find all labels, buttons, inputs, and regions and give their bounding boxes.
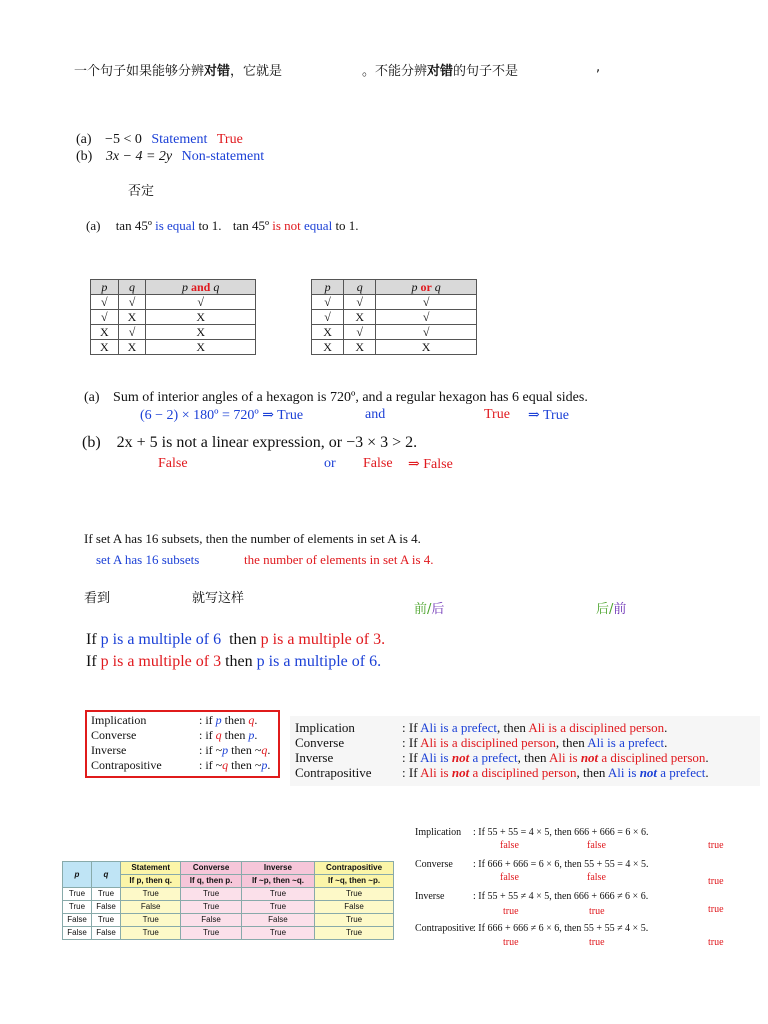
text: p (261, 758, 268, 772)
cell: True (315, 914, 394, 927)
compound-a-true: True (484, 407, 510, 422)
table-row (312, 295, 477, 310)
text: If (86, 653, 97, 670)
negation-example (86, 218, 359, 234)
expression: −5 < 0 (105, 132, 142, 147)
compound-b-result: ⇒ False (408, 457, 453, 472)
cell: X (146, 325, 256, 340)
text: p is a multiple of 6 (100, 631, 222, 648)
num-tv: false (500, 840, 519, 851)
text: Ali is a prefect (420, 720, 497, 735)
ali-name: Converse (295, 735, 345, 750)
example-b (76, 149, 264, 165)
forms-row (91, 743, 126, 758)
text: q (261, 743, 268, 757)
conditional-consequent: the number of elements in set A is 4. (244, 552, 434, 567)
text: Ali is a prefect (587, 735, 665, 750)
text: : If (402, 720, 418, 735)
cell: √ (118, 325, 146, 340)
cell: √ (118, 295, 146, 310)
text: , then (517, 750, 547, 765)
num-name: Implication (415, 827, 462, 838)
col-p: p (63, 862, 92, 888)
cell: X (344, 340, 376, 355)
text: a disciplined person (472, 765, 577, 780)
item-label: (a) (76, 132, 92, 147)
cell: True (92, 914, 121, 927)
form-name: Converse (91, 728, 137, 742)
intro-text: 。不能分辨 (362, 64, 428, 79)
text: then ~ (231, 743, 262, 757)
cell: X (376, 340, 477, 355)
text: tan 45º (115, 218, 152, 233)
col-statement: Statement (121, 862, 181, 875)
form-name: Implication (91, 713, 147, 727)
text: : if (199, 713, 213, 727)
col-q: q (92, 862, 121, 888)
forms-row-def (199, 728, 257, 743)
ali-name: Contrapositive (295, 765, 372, 780)
cell: False (181, 914, 241, 927)
cell: X (91, 340, 119, 355)
text: then (225, 653, 253, 670)
cell: True (121, 914, 181, 927)
text: p is a multiple of 6. (256, 653, 382, 670)
col-p: p (312, 280, 344, 295)
compound-b-or: or (324, 456, 336, 471)
num-tv: true (503, 906, 519, 917)
text: , then (496, 720, 526, 735)
text: not (580, 750, 599, 765)
ali-row (402, 735, 667, 751)
example-a (76, 132, 243, 148)
text: . (254, 713, 258, 727)
table-row (91, 340, 256, 355)
cell: True (315, 888, 394, 901)
cell: True (315, 927, 394, 940)
text: 前 (414, 602, 428, 617)
text: and (190, 280, 211, 294)
cell: True (241, 927, 314, 940)
text: 前 (613, 602, 627, 617)
text: . (267, 743, 271, 757)
num-name: Converse (415, 859, 453, 870)
cell: √ (376, 310, 477, 325)
text: . (705, 750, 709, 765)
cell: X (312, 325, 344, 340)
text: is equal (155, 218, 196, 233)
num-text: : If 55 + 55 ≠ 4 × 5, then 666 + 666 ≠ 6 × 6. (473, 891, 649, 902)
and-truth-table (90, 279, 256, 355)
cell: √ (146, 295, 256, 310)
cell: False (92, 927, 121, 940)
write-label: 就写这样 (192, 591, 245, 606)
text: . (705, 765, 709, 780)
text: p (222, 743, 229, 757)
text: not (639, 765, 658, 780)
text: 后 (596, 602, 610, 617)
text: / (427, 602, 432, 617)
cell: √ (91, 295, 119, 310)
num-text: : If 666 + 666 = 6 × 6, then 55 + 55 = 4 × 5. (473, 859, 649, 870)
text: p is a multiple of 3. (260, 631, 386, 648)
negation-heading: 否定 (128, 184, 155, 199)
ali-row (402, 720, 667, 736)
text: p (181, 280, 188, 294)
table-row (312, 310, 477, 325)
conditional-antecedent: set A has 16 subsets (96, 552, 200, 567)
table-row (312, 340, 477, 355)
text: a disciplined person (601, 750, 706, 765)
num-tv: true (708, 876, 724, 887)
see-label: 看到 (84, 591, 111, 606)
text: : If (402, 750, 418, 765)
col-q: q (118, 280, 146, 295)
text: . (664, 735, 668, 750)
front-back-2 (596, 598, 626, 617)
col-contrapositive: Contrapositive (315, 862, 394, 875)
cell: False (63, 927, 92, 940)
text: q (222, 758, 229, 772)
num-tv: true (589, 937, 605, 948)
truth-value: True (216, 132, 243, 147)
text: 后 (431, 602, 445, 617)
front-back-1 (414, 598, 444, 617)
item-label: (b) (76, 149, 93, 164)
compound-a-result: ⇒ True (528, 408, 569, 423)
text: : if ~ (199, 758, 223, 772)
num-name: Inverse (415, 891, 445, 902)
cell: √ (376, 325, 477, 340)
col-inverse: Inverse (241, 862, 314, 875)
table-row (63, 914, 394, 927)
text: Ali is (607, 765, 637, 780)
cell: X (344, 310, 376, 325)
text: q (434, 280, 441, 294)
compound-b-false1: False (158, 456, 188, 471)
num-tv: false (587, 840, 606, 851)
text: Ali is a disciplined person (420, 735, 556, 750)
text: . (254, 728, 258, 742)
cell: √ (376, 295, 477, 310)
forms-row-def (199, 743, 270, 758)
text: then (224, 713, 246, 727)
cell: True (181, 927, 241, 940)
num-tv: false (587, 872, 606, 883)
item-label: (a) (86, 218, 101, 233)
cell: √ (312, 310, 344, 325)
text: tan 45º (232, 218, 269, 233)
conditional-line-2 (86, 653, 381, 671)
num-tv: true (589, 906, 605, 917)
cell: False (92, 901, 121, 914)
text: q (213, 280, 220, 294)
text: q (215, 728, 222, 742)
form-name: Contrapositive (91, 758, 162, 772)
intro-line (74, 60, 282, 79)
text: is not (272, 218, 301, 233)
text: : if (199, 728, 213, 742)
col-def: If p, then q. (121, 875, 181, 888)
text: then ~ (231, 758, 262, 772)
col-q: q (344, 280, 376, 295)
forms-row-def (199, 758, 270, 773)
text: p (248, 728, 255, 742)
ali-name: Implication (295, 720, 355, 735)
num-name: Contrapositive (415, 923, 474, 934)
text: Ali is (549, 750, 578, 765)
intro-bold: 对错 (427, 64, 454, 79)
text: 2x + 5 is not a linear expression, or −3 × 3 > 2. (116, 434, 418, 451)
text: a prefect (660, 765, 706, 780)
forms-row-def (199, 713, 257, 728)
forms-row (91, 713, 146, 728)
cell: False (241, 914, 314, 927)
text: p (411, 280, 418, 294)
cell: True (121, 927, 181, 940)
num-tv: true (708, 937, 724, 948)
cell: True (121, 888, 181, 901)
text: not (451, 750, 470, 765)
intro-bold: 对错 (204, 64, 231, 79)
item-label: (b) (82, 434, 101, 451)
compound-b (82, 434, 417, 452)
num-tv: true (708, 904, 724, 915)
cell: False (63, 914, 92, 927)
cell: √ (312, 295, 344, 310)
col-def: If ~p, then ~q. (241, 875, 314, 888)
compound-a (84, 390, 588, 406)
cell: √ (344, 295, 376, 310)
num-tv: true (708, 840, 724, 851)
col-result (146, 280, 256, 295)
conditional-truth-table (62, 861, 394, 940)
text: Ali is (420, 750, 449, 765)
text: : if ~ (199, 743, 223, 757)
cell: True (92, 888, 121, 901)
col-def: If ~q, then ~p. (315, 875, 394, 888)
cell: True (181, 888, 241, 901)
text: p is a multiple of 3 (100, 653, 222, 670)
intro-text: 一个句子如果能够分辨 (74, 64, 205, 79)
kind-label: Non-statement (181, 149, 265, 164)
cell: X (91, 325, 119, 340)
text: or (420, 280, 432, 294)
text: / (609, 602, 614, 617)
text: then (229, 631, 257, 648)
col-p: p (91, 280, 119, 295)
num-tv: true (503, 937, 519, 948)
forms-row (91, 758, 162, 773)
table-row (63, 888, 394, 901)
text: : If (402, 765, 418, 780)
intro-line-2 (362, 60, 518, 79)
text: Ali is (420, 765, 449, 780)
item-label: (a) (84, 390, 100, 405)
table-row (63, 927, 394, 940)
conditional-line-1 (86, 631, 385, 649)
text: , then (576, 765, 606, 780)
text: . (267, 758, 271, 772)
cell: X (118, 340, 146, 355)
cell: False (315, 901, 394, 914)
num-text: : If 55 + 55 = 4 × 5, then 666 + 666 = 6 × 6. (473, 827, 649, 838)
col-result (376, 280, 477, 295)
text: not (451, 765, 470, 780)
or-truth-table (311, 279, 477, 355)
cell: √ (91, 310, 119, 325)
intro-text: 的句子不是 (453, 64, 519, 79)
form-name: Inverse (91, 743, 127, 757)
text: , then (555, 735, 585, 750)
cell: False (121, 901, 181, 914)
ali-row (402, 750, 709, 766)
compound-b-false2: False (363, 456, 393, 471)
conditional-text: If set A has 16 subsets, then the number of elements in set A is 4. (84, 531, 421, 546)
table-row (63, 901, 394, 914)
text: If (86, 631, 97, 648)
text: equal (304, 218, 333, 233)
text: p (215, 713, 222, 727)
compound-a-calc: (6 − 2) × 180º = 720º ⇒ True (140, 408, 304, 423)
table-row (91, 325, 256, 340)
cell: X (312, 340, 344, 355)
text: to 1. (335, 218, 359, 233)
cell: X (146, 340, 256, 355)
col-def: If q, then p. (181, 875, 241, 888)
text: : If (402, 735, 418, 750)
ali-row (402, 765, 709, 781)
cell: X (146, 310, 256, 325)
cell: √ (344, 325, 376, 340)
text: . (664, 720, 668, 735)
num-tv: false (500, 872, 519, 883)
table-row (312, 325, 477, 340)
cell: True (241, 901, 314, 914)
col-converse: Converse (181, 862, 241, 875)
expression: 3x − 4 = 2y (105, 149, 173, 164)
text: q (248, 713, 255, 727)
table-row (91, 310, 256, 325)
cell: True (181, 901, 241, 914)
compound-a-and: and (365, 407, 386, 422)
text: then (224, 728, 246, 742)
cell: X (118, 310, 146, 325)
cell: True (241, 888, 314, 901)
text: a prefect (472, 750, 518, 765)
text: to 1. (198, 218, 222, 233)
cell: True (63, 901, 92, 914)
kind-label: Statement (151, 132, 208, 147)
intro-comma: , (596, 60, 601, 75)
ali-name: Inverse (295, 750, 334, 765)
forms-row (91, 728, 136, 743)
text: Sum of interior angles of a hexagon is 720º, and a regular hexagon has 6 equal sides. (113, 390, 588, 405)
table-row (91, 295, 256, 310)
cell: True (63, 888, 92, 901)
text: Ali is a disciplined person (528, 720, 665, 735)
num-text: : If 666 + 666 ≠ 6 × 6, then 55 + 55 ≠ 4 × 5. (473, 923, 649, 934)
intro-text: ，它就是 (230, 64, 283, 79)
